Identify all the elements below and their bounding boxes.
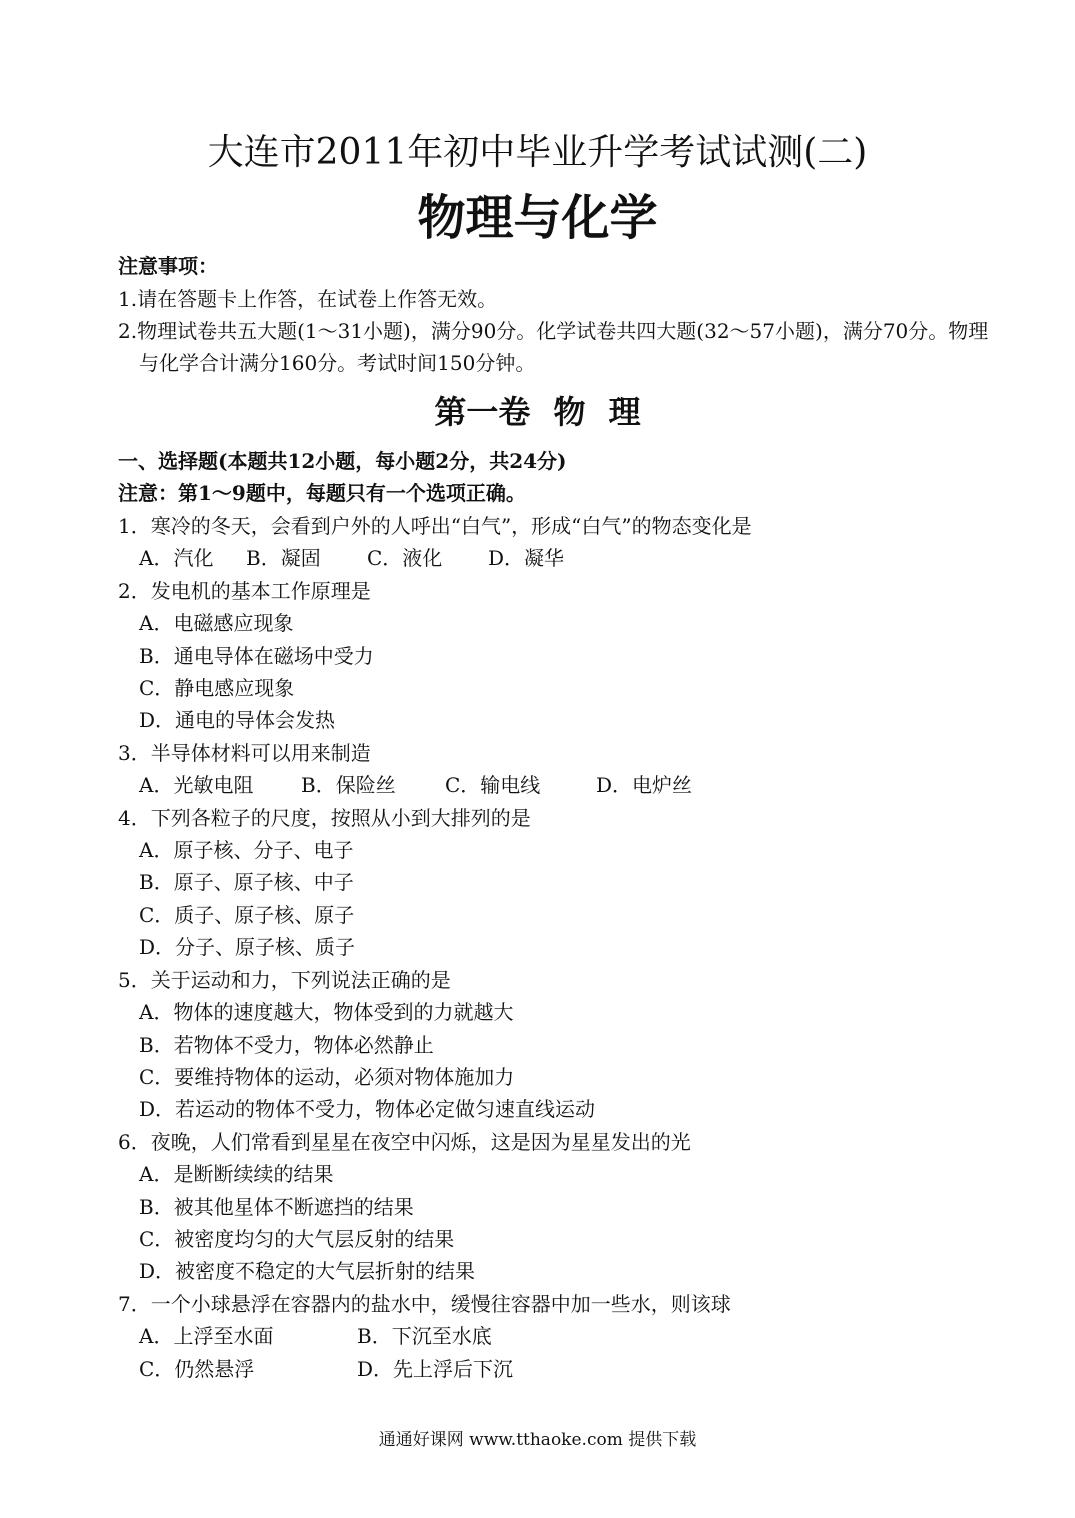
option-c: C．质子、原子核、原子 [139, 902, 355, 927]
option-c: C．被密度均匀的大气层反射的结果 [139, 1226, 455, 1251]
option-d: D．通电的导体会发热 [139, 708, 336, 733]
question-list [118, 510, 998, 1385]
option-d: D．先上浮后下沉 [357, 1356, 514, 1381]
question-text: 7．一个小球悬浮在容器内的盐水中，缓慢往容器中加一些水，则该球 [118, 1291, 731, 1316]
question-1 [118, 510, 998, 575]
option-row [118, 769, 998, 801]
question-3 [118, 737, 998, 802]
option-b: B．下沉至水底 [357, 1324, 492, 1349]
notice-item-2: 2.物理试卷共五大题(1～31小题)，满分90分。化学试卷共四大题(32～57小题)，满分70分。物理与化学合计满分160分。考试时间150分钟。 [118, 319, 989, 375]
question-2 [118, 575, 998, 737]
option-a: A．物体的速度越大，物体受到的力就越大 [139, 1000, 514, 1025]
option-row [118, 1353, 998, 1385]
part-note: 注意：第1～9题中，每题只有一个选项正确。 [118, 481, 526, 505]
option-c: C．输电线 [445, 773, 541, 798]
question-text: 1．寒冷的冬天，会看到户外的人呼出“白气”，形成“白气”的物态变化是 [118, 514, 752, 538]
question-7 [118, 1288, 998, 1385]
notice-heading: 注意事项： [118, 254, 218, 278]
section-title: 第一卷 物 理 [434, 393, 641, 431]
option-b: B．原子、原子核、中子 [139, 870, 354, 895]
option-d: D．分子、原子核、质子 [139, 935, 356, 960]
page-footer: 通通好课网 www.tthaoke.com 提供下载 [378, 1430, 697, 1450]
question-text: 6．夜晚，人们常看到星星在夜空中闪烁，这是因为星星发出的光 [118, 1129, 691, 1154]
question-4 [118, 802, 998, 964]
question-text: 5．关于运动和力，下列说法正确的是 [118, 967, 451, 992]
option-c: C．仍然悬浮 [139, 1356, 255, 1381]
option-b: B．凝固 [246, 546, 321, 571]
question-text: 2．发电机的基本工作原理是 [118, 578, 371, 603]
option-a: A．汽化 [139, 546, 214, 571]
option-a: A．是断断续续的结果 [139, 1162, 334, 1187]
exam-title: 大连市2011年初中毕业升学考试试测(二) [207, 132, 868, 173]
option-a: A．上浮至水面 [139, 1324, 274, 1349]
option-d: D．若运动的物体不受力，物体必定做匀速直线运动 [139, 1097, 596, 1122]
option-a: A．光敏电阻 [139, 773, 254, 798]
option-a: A．原子核、分子、电子 [139, 838, 354, 863]
option-b: B．若物体不受力，物体必然静止 [139, 1032, 434, 1057]
option-a: A．电磁感应现象 [139, 611, 294, 636]
question-text: 4．下列各粒子的尺度，按照从小到大排列的是 [118, 805, 531, 830]
option-row [118, 542, 998, 574]
notice-item-1: 1.请在答题卡上作答，在试卷上作答无效。 [118, 287, 498, 311]
option-d: D．凝华 [488, 546, 565, 571]
option-c: C．要维持物体的运动，必须对物体施加力 [139, 1064, 515, 1089]
question-6 [118, 1126, 998, 1288]
option-c: C．静电感应现象 [139, 676, 295, 701]
option-b: B．保险丝 [301, 773, 396, 798]
question-5 [118, 964, 998, 1126]
option-row [118, 1320, 998, 1352]
exam-subtitle: 物理与化学 [417, 190, 658, 246]
question-text: 3．半导体材料可以用来制造 [118, 740, 371, 765]
option-b: B．被其他星体不断遮挡的结果 [139, 1194, 414, 1219]
option-d: D．被密度不稳定的大气层折射的结果 [139, 1259, 476, 1284]
option-b: B．通电导体在磁场中受力 [139, 643, 374, 668]
part-heading: 一、选择题(本题共12小题，每小题2分，共24分) [118, 449, 567, 473]
option-c: C．液化 [367, 546, 443, 571]
option-d: D．电炉丝 [596, 773, 693, 798]
